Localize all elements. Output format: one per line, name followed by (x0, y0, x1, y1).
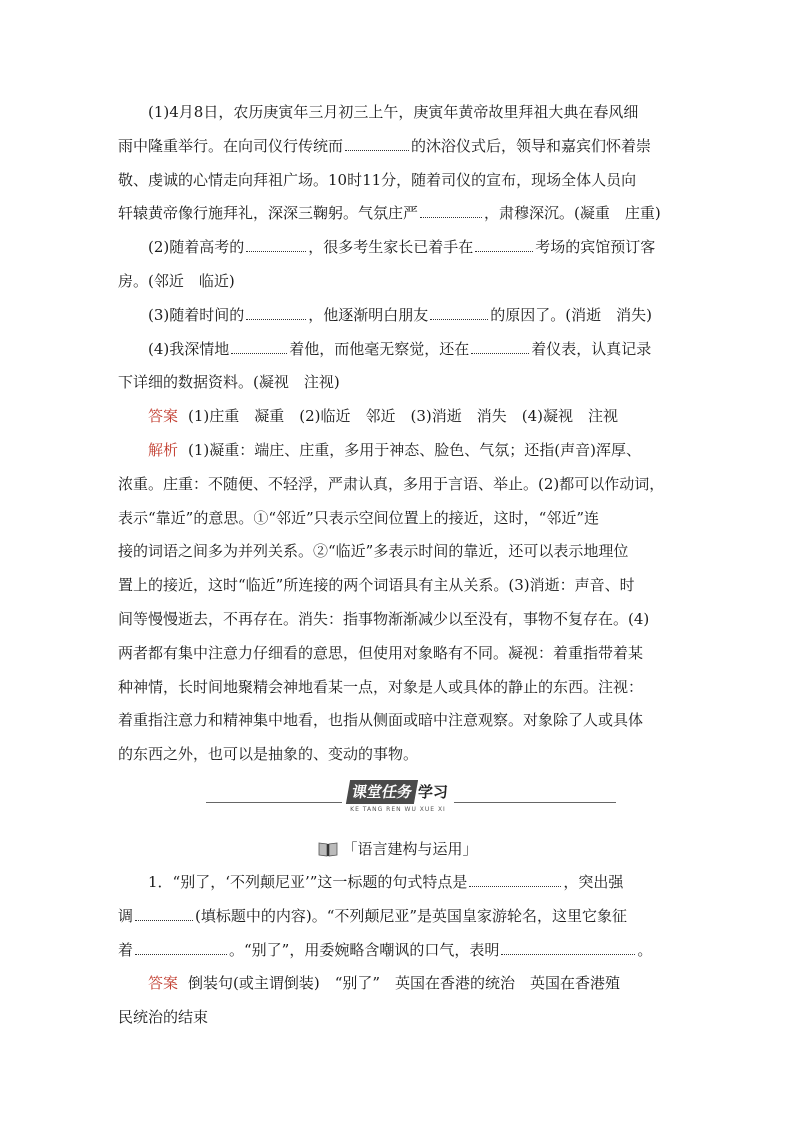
answer-blank (135, 906, 193, 921)
answer-1: 答案 (1)庄重 凝重 (2)临近 邻近 (3)消逝 消失 (4)凝视 注视 (148, 407, 619, 426)
question-1-line-4: 轩辕黄帝像行施拜礼，深深三鞠躬。气氛庄严 ，肃穆深沉。(凝重 庄重) (118, 204, 661, 223)
question-1-line-1: (1)4月8日，农历庚寅年三月初三上午，庚寅年黄帝故里拜祖大典在春风细 (148, 103, 639, 121)
subsection-heading (118, 832, 678, 866)
question-4-line-1: (4)我深情地 着他，而他毫无察觉，还在 着仪表，认真记录 (148, 339, 652, 358)
analysis-line: 的东西之外，也可以是抽象的、变动的事物。 (118, 745, 419, 764)
analysis-line: 解析 (1)凝重：端庄、庄重，多用于神态、脸色、气氛；还指(声音)浑厚、 (148, 440, 641, 459)
analysis-line: 种神情，长时间地聚精会神地看某一点，对象是人或具体的静止的东西。注视： (118, 677, 644, 696)
question-5-line-3: 着 。“别了”，用委婉略含嘲讽的口气，表明 。 (118, 940, 653, 959)
answer-label: 答案 (148, 407, 179, 426)
question-2-line-1: (2)随着高考的 ，很多考生家长已着手在 考场的宾馆预订客 (148, 238, 656, 257)
banner-title-dark: 课堂任务 (346, 780, 418, 804)
book-icon (318, 841, 338, 857)
banner-pinyin: KE TANG REN WU XUE XI (350, 805, 446, 813)
section-banner (118, 780, 678, 832)
answer-blank (246, 237, 306, 252)
analysis-line: 两者都有集中注意力仔细看的意思，但使用对象略有不同。凝视：着重指带着某 (118, 643, 644, 662)
answer-blank (475, 237, 533, 252)
subsection-title: 「语言建构与运用」 (342, 840, 478, 859)
question-1-line-2: 雨中隆重举行。在向司仪行传统而 的沐浴仪式后，领导和嘉宾们怀着崇 (118, 136, 652, 155)
analysis-line: 置上的接近，这时“临近”所连接的两个词语具有主从关系。(3)消逝：声音、时 (118, 576, 635, 595)
question-2-line-2: 房。(邻近 临近) (118, 271, 235, 290)
analysis-line: 间等慢慢逝去，不再存在。消失：指事物渐渐减少以至没有，事物不复存在。(4) (118, 609, 650, 628)
question-4-line-2: 下详细的数据资料。(凝视 注视) (118, 373, 340, 392)
question-5-line-1: 1．“别了，‘不列颠尼亚’”这一标题的句式特点是 ，突出强 (148, 872, 624, 891)
analysis-line: 着重指注意力和精神集中地看，也指从侧面或暗中注意观察。对象除了人或具体 (118, 711, 644, 730)
answer-blank (246, 305, 306, 320)
answer-2-continued: 民统治的结束 (118, 1008, 209, 1027)
answer-2: 答案 倒装句(或主谓倒装) “别了” 英国在香港的统治 英国在香港殖 (148, 974, 621, 993)
answer-blank (430, 305, 488, 320)
analysis-label: 解析 (148, 440, 179, 459)
answer-blank (469, 872, 561, 887)
answer-blank (501, 940, 635, 955)
answer-blank (345, 136, 409, 151)
question-3-line: (3)随着时间的 ，他逐渐明白朋友 的原因了。(消逝 消失) (148, 305, 652, 324)
answer-label: 答案 (148, 974, 179, 993)
analysis-line: 表示“靠近”的意思。①“邻近”只表示空间位置上的接近，这时，“邻近”连 (118, 508, 600, 527)
question-5-line-2: 调 (填标题中的内容)。“不列颠尼亚”是英国皇家游轮名，这里它象征 (118, 906, 628, 925)
answer-blank (471, 339, 529, 354)
banner-title-light: 学习 (418, 782, 449, 801)
answer-blank (420, 203, 482, 218)
analysis-line: 浓重。庄重：不随便、不轻浮，严肃认真，多用于言语、举止。(2)都可以作动词， (118, 474, 665, 493)
answer-blank (231, 339, 287, 354)
banner-title (342, 780, 454, 804)
document-body (118, 96, 678, 1035)
answer-blank (135, 940, 227, 955)
analysis-line: 接的词语之间多为并列关系。②“临近”多表示时间的靠近，还可以表示地理位 (118, 542, 629, 561)
question-1-line-3: 敬、虔诚的心情走向拜祖广场。10时11分，随着司仪的宣布，现场全体人员向 (118, 170, 637, 189)
